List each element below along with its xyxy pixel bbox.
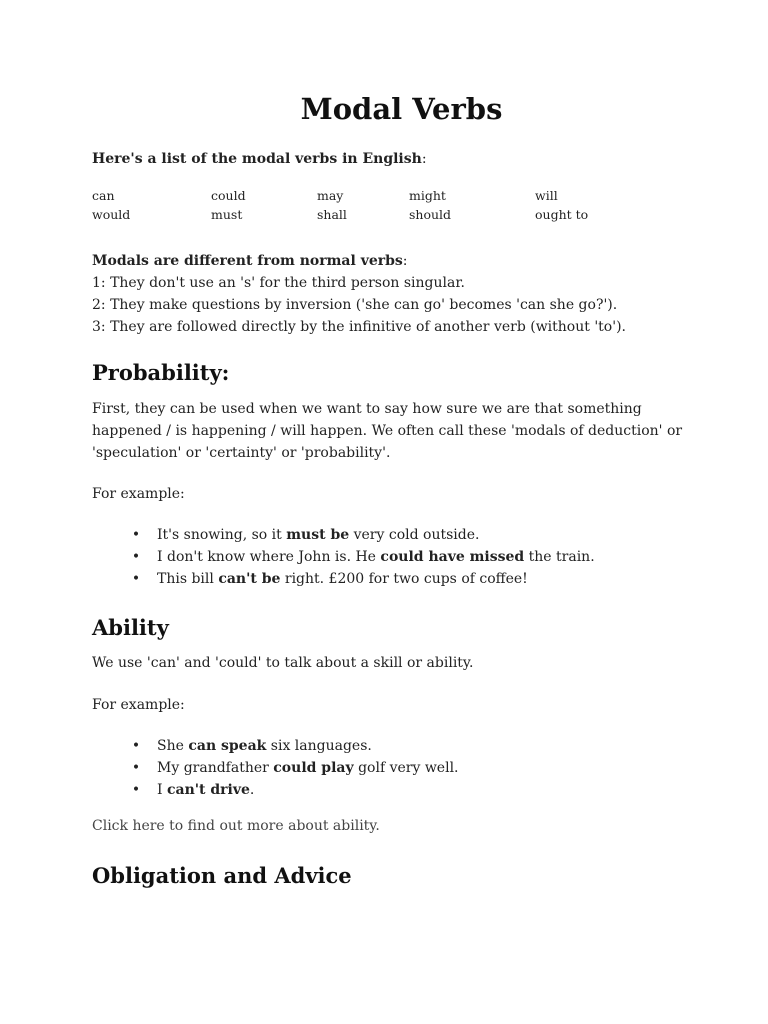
probability-bullet-list xyxy=(130,524,595,590)
difference-point: 2: They make questions by inversion ('she can go' becomes 'can she go?'). xyxy=(92,297,618,313)
bullet-bold: must be xyxy=(286,527,350,543)
verb-cell: may xyxy=(317,188,344,203)
ability-example-label: For example: xyxy=(92,697,185,713)
bullet-text: six languages. xyxy=(266,738,372,754)
bullet-text: I don't know where John is. He xyxy=(157,549,381,565)
probability-paragraph: First, they can be used when we want to say how sure we are that something happened / is happening / will happen. We often call these 'modals of deduction' or 'speculation' or 'certainty' or 'probability'. xyxy=(92,401,683,461)
verb-cell: ought to xyxy=(535,207,589,222)
verb-cell: can xyxy=(92,188,115,203)
verb-cell: could xyxy=(211,188,246,203)
bullet-bold: can speak xyxy=(188,738,267,754)
list-item xyxy=(130,568,595,590)
differences-heading-line xyxy=(92,250,626,272)
table-row xyxy=(92,188,615,207)
page-title: Modal Verbs xyxy=(300,92,503,126)
bullet-bold: could have missed xyxy=(380,549,525,565)
bullet-text: the train. xyxy=(524,549,595,565)
bullet-text: . xyxy=(249,782,255,798)
difference-point: 3: They are followed directly by the infinitive of another verb (without 'to'). xyxy=(92,319,626,335)
table-row xyxy=(92,207,615,226)
ability-more-link[interactable]: Click here to find out more about ability. xyxy=(92,818,380,834)
bullet-icon: • xyxy=(131,760,141,776)
verb-cell: would xyxy=(92,207,131,222)
bullet-text: It's snowing, so it xyxy=(157,527,287,543)
verb-cell: will xyxy=(535,188,558,203)
differences-section xyxy=(92,250,626,338)
ability-heading: Ability xyxy=(92,615,169,640)
obligation-heading: Obligation and Advice xyxy=(92,863,352,888)
list-item xyxy=(130,757,459,779)
verb-cell: might xyxy=(409,188,446,203)
bullet-icon: • xyxy=(131,571,141,587)
bullet-text: This bill xyxy=(157,571,219,587)
ability-bullet-list xyxy=(130,735,459,801)
verb-cell: must xyxy=(211,207,243,222)
probability-example-label: For example: xyxy=(92,486,185,502)
bullet-text: very cold outside. xyxy=(349,527,480,543)
probability-heading: Probability: xyxy=(92,360,230,385)
bullet-text: I xyxy=(157,782,167,798)
bullet-bold: can't drive xyxy=(166,782,250,798)
intro-colon: : xyxy=(421,151,427,167)
ability-paragraph: We use 'can' and 'could' to talk about a skill or ability. xyxy=(92,655,474,671)
bullet-icon: • xyxy=(131,527,141,543)
difference-point: 1: They don't use an 's' for the third person singular. xyxy=(92,275,465,291)
verb-cell: shall xyxy=(317,207,347,222)
bullet-text: She xyxy=(157,738,189,754)
intro-label: Here's a list of the modal verbs in English xyxy=(92,151,422,167)
bullet-icon: • xyxy=(131,782,141,798)
list-item xyxy=(130,546,595,568)
list-item xyxy=(130,779,459,801)
bullet-text: right. £200 for two cups of coffee! xyxy=(280,571,528,587)
differences-colon: : xyxy=(402,253,408,269)
bullet-icon: • xyxy=(131,738,141,754)
bullet-text: golf very well. xyxy=(353,760,459,776)
modal-verbs-table xyxy=(92,188,615,226)
differences-heading: Modals are different from normal verbs xyxy=(92,253,403,269)
verb-cell: should xyxy=(409,207,452,222)
bullet-bold: can't be xyxy=(218,571,281,587)
bullet-text: My grandfather xyxy=(157,760,274,776)
bullet-bold: could play xyxy=(273,760,354,776)
bullet-icon: • xyxy=(131,549,141,565)
list-item xyxy=(130,735,459,757)
list-item xyxy=(130,524,595,546)
intro-text xyxy=(92,151,427,167)
